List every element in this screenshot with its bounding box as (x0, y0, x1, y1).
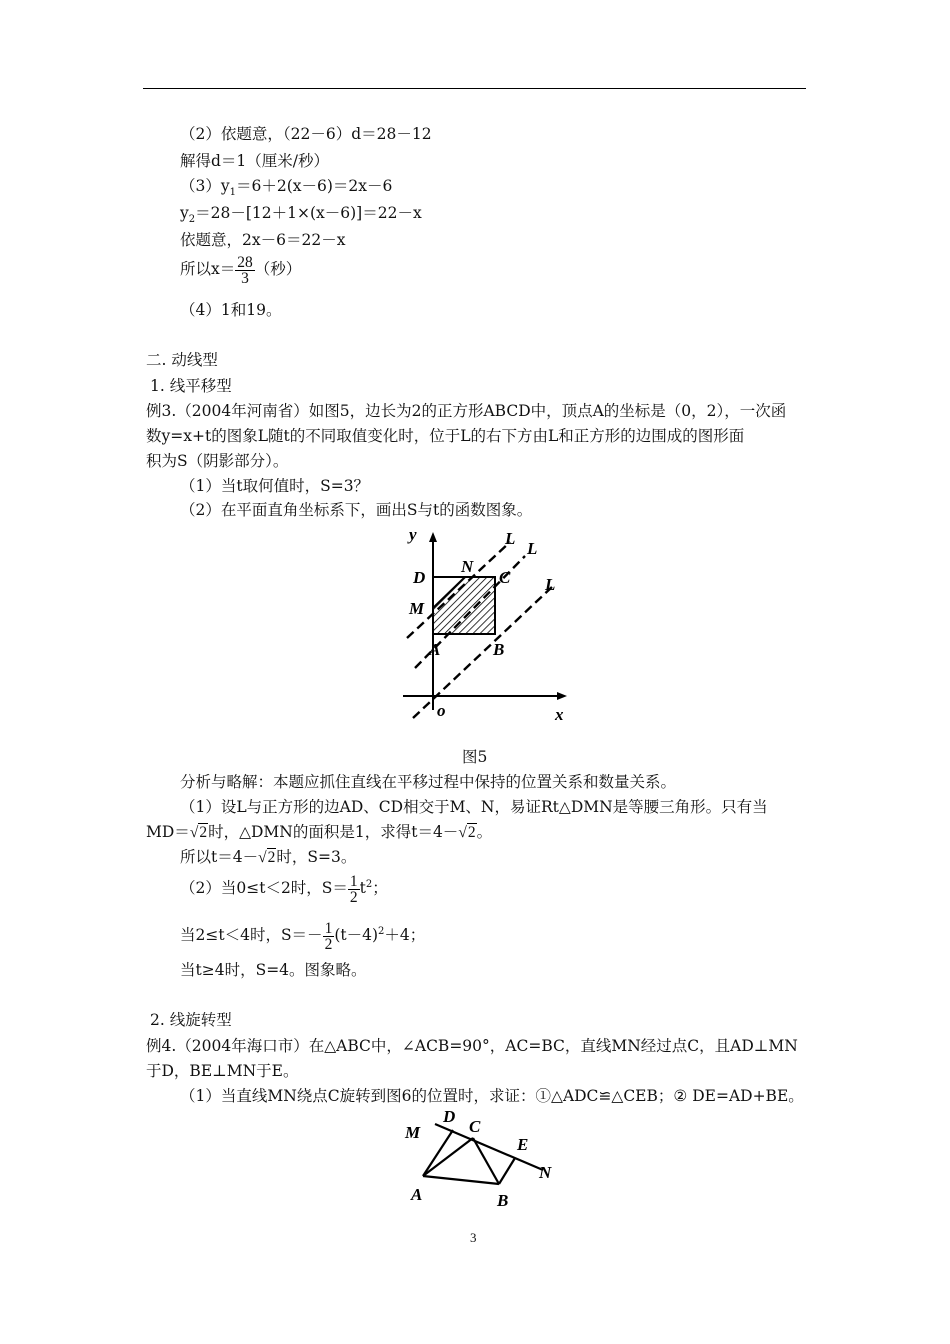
label-A: A (411, 1185, 423, 1204)
fraction: $\frac{1}{2}$ (324, 919, 333, 953)
label-x: x (555, 705, 564, 724)
example-4-line-1: 例4.（2004年海口市）在△ABC中，∠ACB=90°，AC=BC，直线MN经过点C，且AD⊥MN (146, 1037, 798, 1055)
label-B: B (497, 1191, 509, 1210)
line-solve-d: 解得d＝1（厘米/秒） (180, 152, 330, 170)
segment-BE (499, 1158, 515, 1184)
label-L3: L (545, 575, 556, 594)
figure-6 (395, 1100, 565, 1215)
label-C: C (499, 568, 511, 587)
figure-5-caption: 图5 (462, 748, 488, 766)
line-answer-4: （4）1和19。 (180, 301, 282, 319)
label-o: o (437, 701, 446, 720)
label-L2: L (527, 539, 538, 558)
sqrt: √2 (458, 824, 476, 841)
sqrt: √2 (189, 824, 208, 841)
label-A: A (429, 640, 441, 659)
figure-5 (395, 520, 575, 740)
segment-AB (423, 1176, 499, 1184)
section-heading: 二. 动线型 (146, 351, 218, 369)
y-axis-arrow (429, 532, 437, 542)
example-3-line-3: 积为S（阴影部分）。 (146, 452, 289, 470)
analysis: 分析与略解：本题应抓住直线在平移过程中保持的位置关系和数量关系。 (180, 773, 677, 791)
analysis-2-line-2: 当2≤t＜4时，S＝－ $\frac{1}{2}$ $(t-4)^2+4$； (180, 919, 426, 953)
example-4-question: （1）当直线MN绕点C旋转到图6的位置时，求证：①△ADC≌△CEB；② DE=AD+BE。 (180, 1087, 804, 1105)
example-3-line-1: 例3.（2004年河南省）如图5，边长为2的正方形ABCD中，顶点A的坐标是（0，2），一次函 (146, 402, 787, 420)
label-E: E (517, 1135, 529, 1154)
label-y: y (409, 525, 417, 544)
label-N: N (539, 1163, 552, 1182)
label-M: M (405, 1123, 421, 1142)
header-rule (143, 88, 806, 89)
line-equation: 依题意，2x－6＝22－x (180, 231, 346, 249)
x-axis-arrow (557, 692, 567, 700)
subsection-heading-1: 1. 线平移型 (150, 377, 232, 395)
analysis-1-line-2: MD＝√2时，△DMN的面积是1，求得t＝4－√2。 (146, 823, 493, 841)
analysis-1-line-1: （1）设L与正方形的边AD、CD相交于M、N，易证Rt△DMN是等腰三角形。只有当 (180, 798, 768, 816)
segment-AC (423, 1138, 473, 1176)
page-number: 3 (470, 1230, 477, 1245)
example-3-line-2: 数y=x+t的图象L随t的不同取值变化时，位于L的右下方由L和正方形的边围成的图形面 (146, 427, 745, 445)
label-M: M (409, 599, 425, 618)
subsection-heading-2: 2. 线旋转型 (150, 1011, 232, 1029)
label-B: B (493, 640, 505, 659)
label-C: C (469, 1117, 481, 1136)
analysis-2-line-3: 当t≥4时，S=4。图象略。 (180, 961, 367, 979)
line-x-result: 所以x＝ $\frac{28}{3}$ （秒） (180, 253, 302, 287)
label-L1: L (505, 529, 516, 548)
segment-AD (423, 1130, 453, 1176)
line-solution-2: （2）依题意，（22－6）d＝28－12 (180, 125, 432, 143)
label-D: D (443, 1107, 456, 1126)
line-y2: $y_2=28-[12+1\times(x-6)]=22-x$ (180, 204, 422, 226)
analysis-2-line-1: （2）当0≤t＜2时，S＝ $\frac{1}{2}$ $t^2$； (180, 872, 388, 906)
question-1: （1）当t取何值时，S=3？ (180, 477, 370, 495)
line-y1: $(3)y_1=6+2(x-6)=2x-6$ (180, 177, 393, 199)
example-4-line-2: 于D，BE⊥MN于E。 (146, 1062, 299, 1080)
fraction: $\frac{28}{3}$ (237, 253, 253, 287)
fraction: $\frac{1}{2}$ (349, 872, 358, 906)
analysis-1-line-3: 所以t＝4－√2时，S=3。 (180, 848, 357, 866)
sqrt: √2 (258, 849, 276, 866)
question-2: （2）在平面直角坐标系下，画出S与t的函数图象。 (180, 501, 533, 519)
label-D: D (413, 568, 426, 587)
label-N: N (461, 557, 474, 576)
